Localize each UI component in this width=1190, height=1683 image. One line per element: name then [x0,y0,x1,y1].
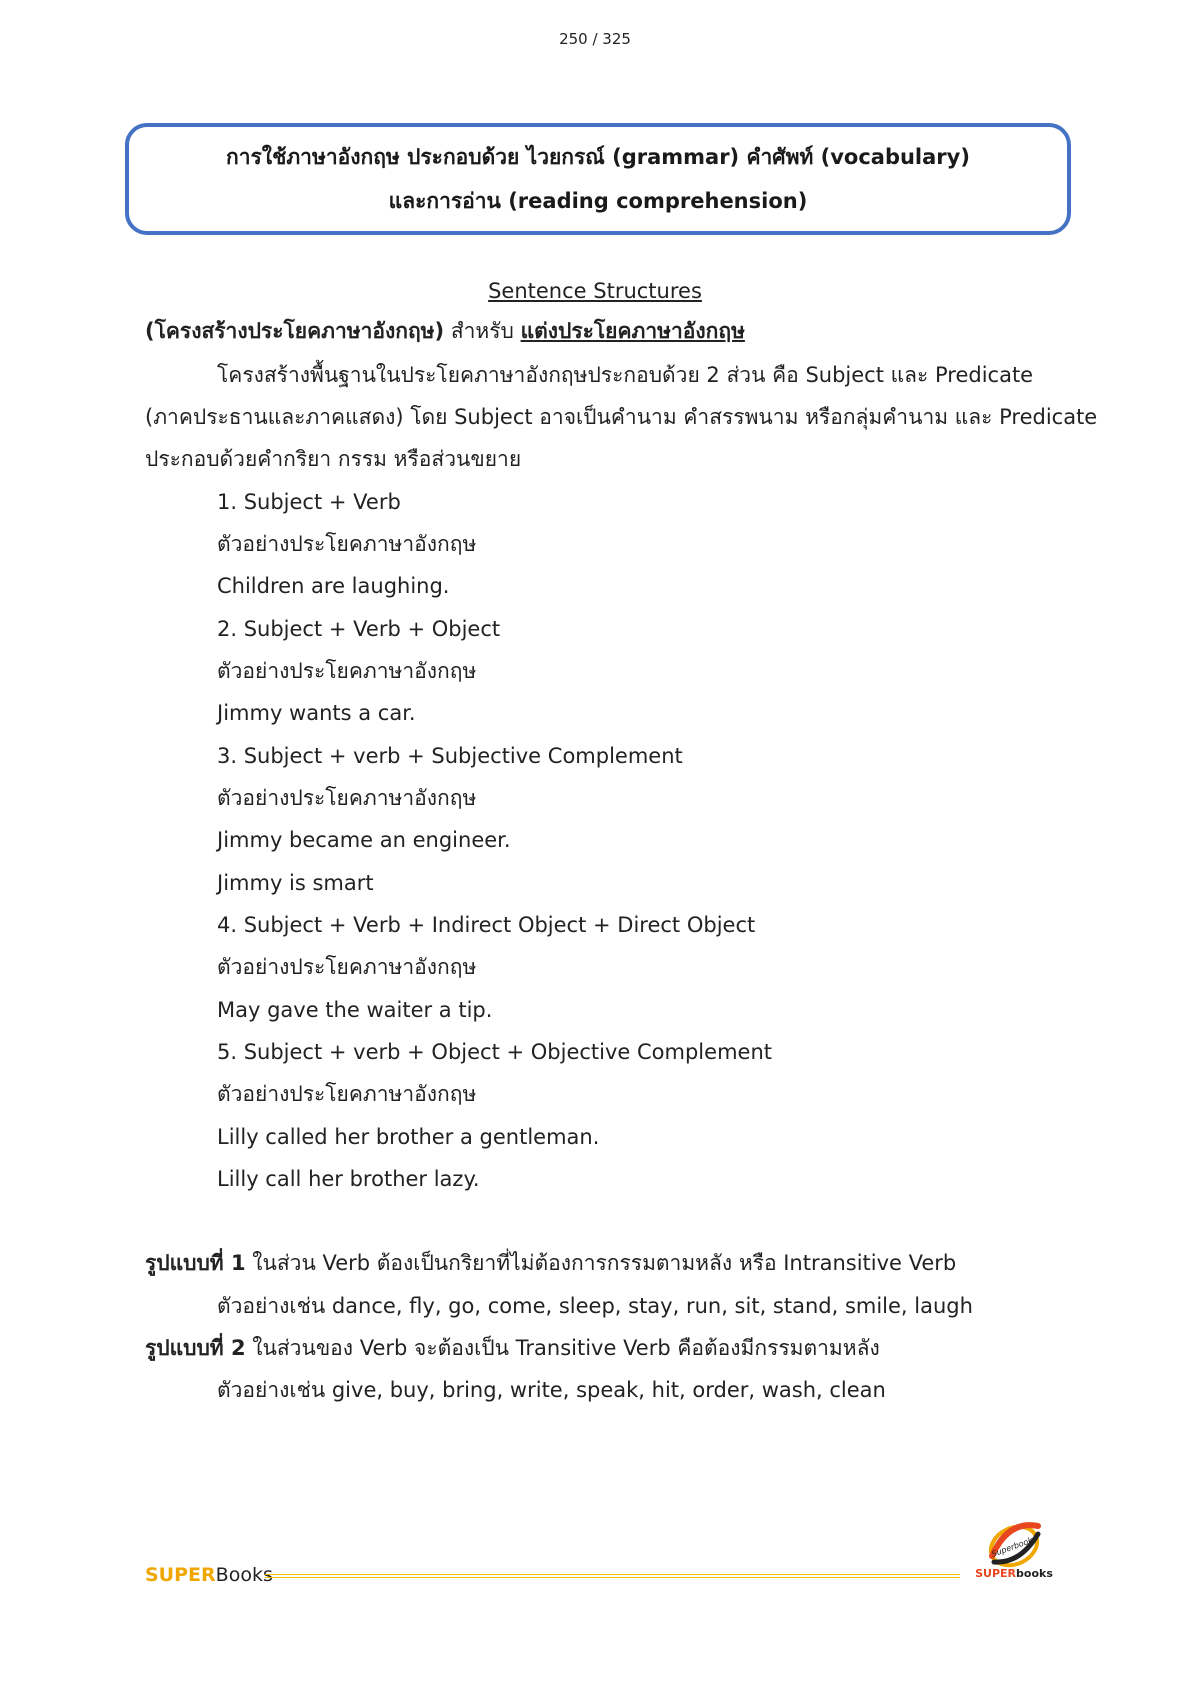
subtitle [145,316,745,346]
pattern-1-example: ตัวอย่างเช่น dance, fly, go, come, sleep, stay, run, sit, stand, smile, laugh [217,1294,973,1318]
example-sentence: Jimmy wants a car. [217,701,416,725]
logo-text-super: SUPER [975,1567,1017,1580]
example-label: ตัวอย่างประโยคภาษาอังกฤษ [217,1082,477,1106]
subtitle-underlined: แต่งประโยคภาษาอังกฤษ [520,319,745,343]
page-number: 250 / 325 [559,30,631,48]
pattern-1-label: รูปแบบที่ 1 [145,1251,246,1275]
intro-line-3: ประกอบด้วยคำกริยา กรรม หรือส่วนขยาย [145,447,522,471]
footer-rule [265,1574,960,1578]
header-line-2: และการอ่าน (reading comprehension) [388,189,808,213]
footer-brand-books: Books [215,1564,273,1586]
pattern-2 [145,1333,880,1363]
logo-text [968,1567,1060,1580]
section-title: Sentence Structures [488,279,702,303]
example-label: ตัวอย่างประโยคภาษาอังกฤษ [217,532,477,556]
example-sentence: Jimmy became an engineer. [217,828,511,852]
structure-heading: 3. Subject + verb + Subjective Complement [217,744,683,768]
pattern-1 [145,1248,956,1278]
pattern-2-label: รูปแบบที่ 2 [145,1336,246,1360]
structure-heading: 4. Subject + Verb + Indirect Object + Direct Object [217,913,756,937]
example-sentence: Lilly call her brother lazy. [217,1167,480,1191]
header-line-1: การใช้ภาษาอังกฤษ ประกอบด้วย ไวยกรณ์ (grammar) คำศัพท์ (vocabulary) [226,145,970,169]
example-label: ตัวอย่างประโยคภาษาอังกฤษ [217,659,477,683]
footer-brand-super: SUPER [145,1564,216,1586]
pattern-1-text: ในส่วน Verb ต้องเป็นกริยาที่ไม่ต้องการกรรมตามหลัง หรือ Intransitive Verb [245,1251,957,1275]
example-sentence: Jimmy is smart [217,871,374,895]
pattern-2-text: ในส่วนของ Verb จะต้องเป็น Transitive Verb คือต้องมีกรรมตามหลัง [245,1336,880,1360]
header-box [125,123,1071,235]
logo-text-books: books [1016,1567,1053,1580]
subtitle-bold: (โครงสร้างประโยคภาษาอังกฤษ) [145,319,445,343]
structure-heading: 5. Subject + verb + Object + Objective Complement [217,1040,772,1064]
pattern-2-example: ตัวอย่างเช่น give, buy, bring, write, speak, hit, order, wash, clean [217,1378,886,1402]
intro-line-2: (ภาคประธานและภาคแสดง) โดย Subject อาจเป็นคำนาม คำสรรพนาม หรือกลุ่มคำนาม และ Predicate [145,405,1098,429]
logo-arc-text: Superbooks [990,1534,1038,1559]
example-sentence: May gave the waiter a tip. [217,998,493,1022]
example-sentence: Lilly called her brother a gentleman. [217,1125,600,1149]
footer-brand [145,1564,273,1586]
example-label: ตัวอย่างประโยคภาษาอังกฤษ [217,955,477,979]
subtitle-normal: สำหรับ [444,319,521,343]
example-label: ตัวอย่างประโยคภาษาอังกฤษ [217,786,477,810]
structure-heading: 1. Subject + Verb [217,490,401,514]
example-sentence: Children are laughing. [217,574,450,598]
intro-line-1: โครงสร้างพื้นฐานในประโยคภาษาอังกฤษประกอบด้วย 2 ส่วน คือ Subject และ Predicate [217,363,1034,387]
structure-heading: 2. Subject + Verb + Object [217,617,501,641]
